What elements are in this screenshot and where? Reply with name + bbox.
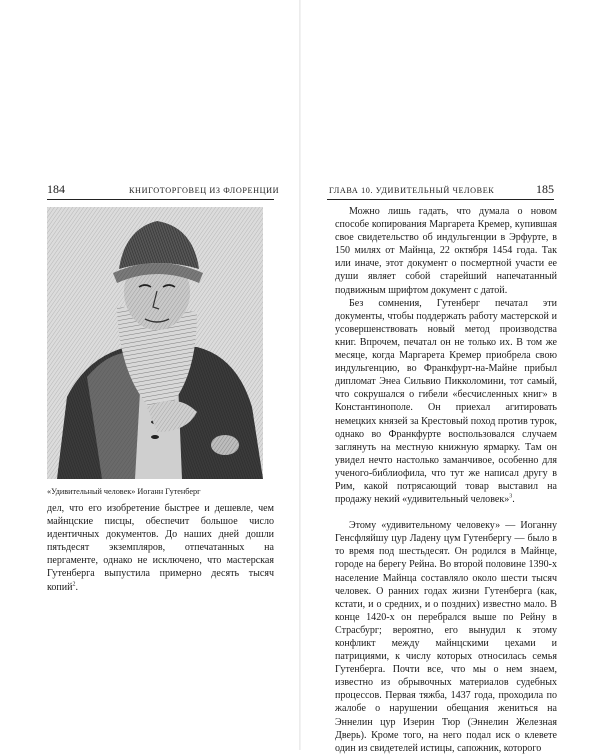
right-paragraph-2: Без сомнения, Гутенберг печатал эти документы, чтобы поддержать работу мастерской и усовершенствовать новый метод производства книг. Впрочем, печатал он не только их. В том же месяце, когда Маргарета Кремер приобрела свою индульгенцию, во Франкфурт-на-Майне прибыл дипломат Энеа Сильвио Пикколомини, тот самый, что сокрушался о гибели «бесчисленных книг» в Константинополе. Он приехал агитировать немецких князей за Крестовый поход против турок, однако во Франкфурте воспользовался случаем заглянуть на местную книжную ярмарку. Там он увидел нечто настолько заманчивое, особенно для ученого-библиофила, что тут же написал другу в Рим, какой потрясающий товар выставил на продажу некий «удивительный человек»$^3$. (335, 297, 557, 506)
portrait-caption: «Удивительный человек» Иоганн Гутенберг (47, 487, 201, 496)
left-body-text (47, 502, 274, 594)
left-page (0, 0, 300, 750)
gutenberg-portrait (47, 207, 263, 479)
right-page (300, 0, 600, 754)
right-paragraph-3: Этому «удивительному человеку» — Иоганну Генсфляйшу цур Ладену цум Гутенбергу — было в то время под шестьдесят. Он родился в Майнце, городе на берегу Рейна. Во второй половине 1390-х население Майнца составляло около шести тысяч человек. О ранних годах жизни Гутенберга (как, кстати, и о средних, и о поздних) известно мало. В конце 1420-х он перебрался выше по Рейну в Страсбург; вероятно, его вынудил к этому конфликт между майнцскими цехами и патрициями, к числу которых относилась семья Гутенберга. Почти все, что мы о нем знаем, известно из обрывочных материалов судебных процессов. Первая тяжба, 1437 года, проходила по жалобе о нарушении обещания жениться на Эннелин цур Изерин Тюр (Эннелин Железная Дверь). Кроме того, на него подал иск о клевете один из свидетелей истицы, сапожник, которого (335, 520, 557, 754)
right-body-text (335, 205, 557, 755)
left-head-rule (47, 199, 274, 200)
right-head-rule (327, 199, 554, 200)
left-running-head: КНИГОТОРГОВЕЦ ИЗ ФЛОРЕНЦИИ (129, 186, 280, 195)
right-running-head: ГЛАВА 10. УДИВИТЕЛЬНЫЙ ЧЕЛОВЕК (329, 186, 495, 195)
right-page-number: 185 (536, 182, 554, 196)
footnote-mark[interactable]: 3 (509, 493, 513, 500)
footnote-mark[interactable]: 2 (72, 581, 76, 588)
left-paragraph: дел, что его изобретение быстрее и дешевле, чем майнцские писцы, обеспечит большое число идентичных документов. До наших дней дошли пятьдесят экземпляров, отпечатанных на пергаменте, однако не исключено, что мастерская Гутенберга выпустила примерно десять тысяч копий$^2$. (47, 503, 274, 593)
right-paragraph-1: Можно лишь гадать, что думала о новом способе копирования Маргарета Кремер, купившая свое свидетельство об индульгенции в Эрфурте, в 150 милях от Майнца, 22 октября 1454 года. Так или иначе, этот документ о посмертной участи ее души являет собой старейший напечатанный подвижным шрифтом документ с датой. (335, 206, 557, 296)
left-page-number: 184 (47, 182, 65, 196)
